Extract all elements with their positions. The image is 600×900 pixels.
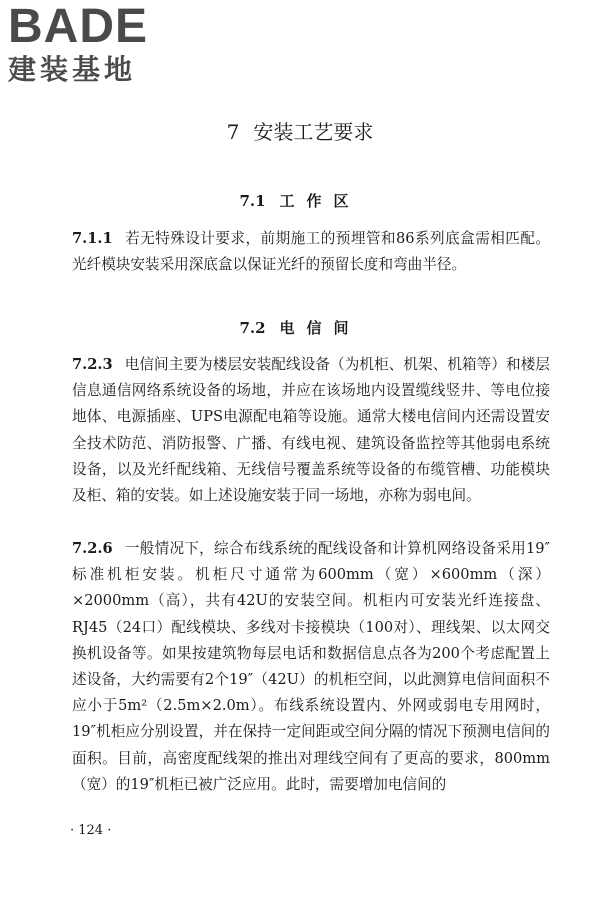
clause-7-1-1 [72,226,550,278]
section-title: 工作区 [279,192,361,210]
clause-number: 7.2.3 [72,356,113,373]
clause-7-2-3 [72,352,550,509]
clause-number: 7.2.6 [72,540,113,557]
section-number: 7.1 [239,192,266,210]
chapter-number: 7 [226,120,240,144]
logo-subtitle: 建装基地 [8,53,137,86]
logo-mark: BADE [8,0,149,53]
section-heading-7-1 [0,190,600,212]
clause-text: 若无特殊设计要求，前期施工的预埋管和86系列底盒需相匹配。光纤模块安装采用深底盒以保证光纤的预留长度和弯曲半径。 [72,230,550,274]
clause-number: 7.1.1 [72,230,113,247]
chapter-title: 安装工艺要求 [253,120,374,144]
section-number: 7.2 [239,319,266,337]
chapter-heading [0,118,600,146]
section-heading-7-2 [0,317,600,339]
clause-7-2-6 [72,536,550,798]
clause-text: 电信间主要为楼层安装配线设备（为机柜、机架、机箱等）和楼层信息通信网络系统设备的场地，并应在该场地内设置缆线竖井、等电位接地体、电源插座、UPS电源配电箱等设施。通常大楼电信间内还需设置安全技术防范、消防报警、广播、有线电视、建筑设备监控等其他弱电系统设备，以及光纤配线箱、无线信号覆盖系统等设备的布缆管槽、功能模块及柜、箱的安装。如上述设施安装于同一场地，亦称为弱电间。 [72,356,550,505]
page-number: · 124 · [70,823,112,838]
section-title: 电信间 [279,319,361,337]
clause-text: 一般情况下，综合布线系统的配线设备和计算机网络设备采用19″标准机柜安装。机柜尺寸通常为600mm（宽）×600mm（深）×2000mm（高），共有42U的安装空间。机柜内可安装光纤连接盘、RJ45（24口）配线模块、多线对卡接模块（100对）、理线架、以太网交换机设备等。如果按建筑物每层电话和数据信息点各为200个考虑配置上述设备，大约需要有2个19″（42U）的机柜空间，以此测算电信间面积不应小于5m²（2.5m×2.0m）。布线系统设置内、外网或弱电专用网时，19″机柜应分别设置，并在保持一定间距或空间分隔的情况下预测电信间的面积。目前，高密度配线架的推出对理线空间有了更高的要求，800mm（宽）的19″机柜已被广泛应用。此时，需要增加电信间的 [72,540,550,793]
logo [8,2,178,86]
